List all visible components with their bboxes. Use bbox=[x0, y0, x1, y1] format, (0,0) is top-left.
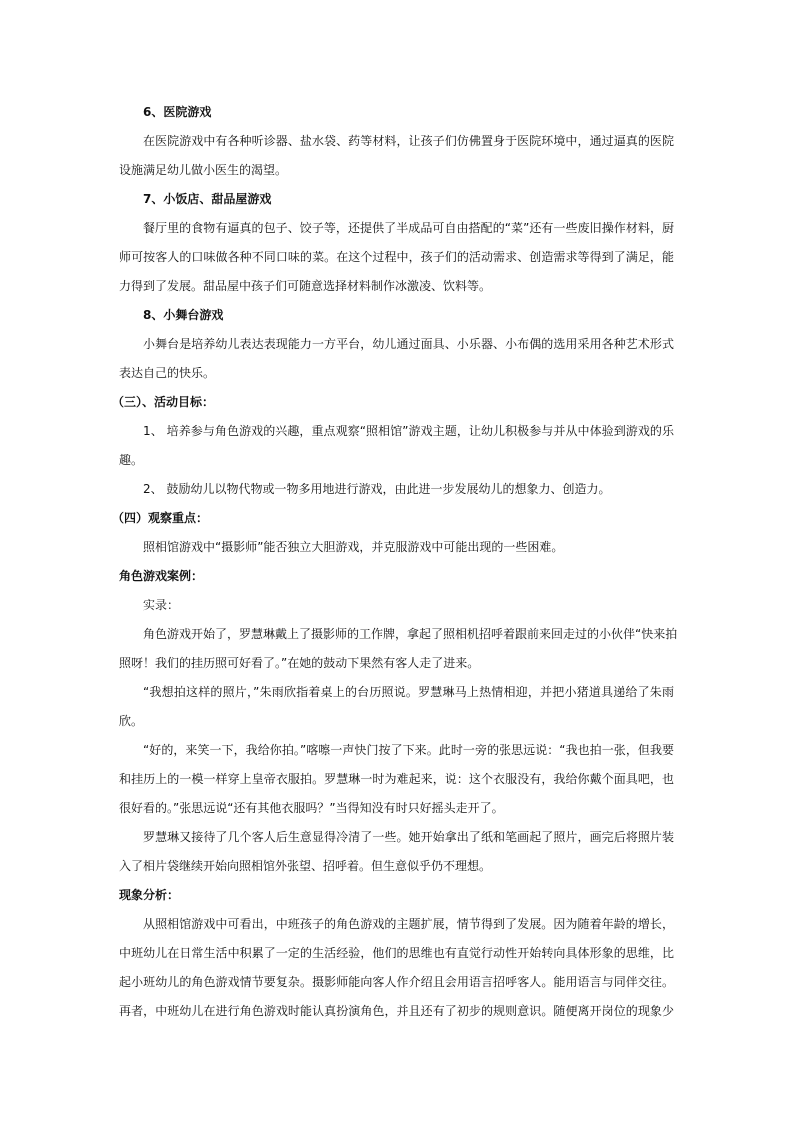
paragraph-line: “好的，来笑一下，我给你拍。”喀嚓一声快门按了下来。此时一旁的张思远说：“我也拍一张，但我要 bbox=[143, 743, 674, 757]
heading-phenomenon-analysis: 现象分析： bbox=[119, 888, 180, 902]
heading-case-study: 角色游戏案例： bbox=[119, 569, 204, 583]
paragraph-line: 照呀！我们的挂历照可好看了。”在她的鼓动下果然有客人走了进来。 bbox=[119, 656, 480, 670]
paragraph-line: 角色游戏开始了，罗慧琳戴上了摄影师的工作牌，拿起了照相机招呼着跟前来回走过的小伙伴“快来拍 bbox=[143, 627, 678, 641]
paragraph-line: 师可按客人的口味做各种不同口味的菜。在这个过程中，孩子们的活动需求、创造需求等得到了满足，能 bbox=[119, 250, 674, 264]
paragraph-line: 入了相片袋继续开始向照相馆外张望、招呼着。但生意似乎仍不理想。 bbox=[119, 859, 492, 873]
paragraph-line: 在医院游戏中有各种听诊器、盐水袋、药等材料，让孩子们仿佛置身于医院环境中，通过逼真的医院 bbox=[143, 134, 674, 148]
paragraph-line: 2、 鼓励幼儿以物代物或一物多用地进行游戏，由此进一步发展幼儿的想象力、创造力。 bbox=[143, 482, 611, 496]
paragraph-line: 表达自己的快乐。 bbox=[119, 366, 216, 380]
paragraph-line: 和挂历上的一模一样穿上皇帝衣服拍。罗慧琳一时为难起来，说：这个衣服没有，我给你戴个面具吧，也 bbox=[119, 772, 674, 786]
heading-observation-focus: （四）观察重点： bbox=[112, 511, 209, 525]
paragraph-line: “我想拍这样的照片，”朱雨欣指着桌上的台历照说。罗慧琳马上热情相迎，并把小猪道具递给了朱雨 bbox=[143, 685, 674, 699]
heading-stage-game: 8、小舞台游戏 bbox=[143, 308, 224, 322]
heading-activity-goals: （三）、活动目标： bbox=[112, 395, 215, 409]
paragraph-line: 很好看的。”张思远说“还有其他衣服吗？”当得知没有时只好摇头走开了。 bbox=[119, 801, 504, 815]
paragraph-line: 小舞台是培养幼儿表达表现能力一方平台，幼儿通过面具、小乐器、小布偶的选用采用各种艺术形式 bbox=[143, 337, 674, 351]
paragraph-line: 照相馆游戏中“摄影师”能否独立大胆游戏，并克服游戏中可能出现的一些困难。 bbox=[143, 540, 564, 554]
paragraph-line: 设施满足幼儿做小医生的渴望。 bbox=[119, 163, 288, 177]
paragraph-line: 中班幼儿在日常生活中积累了一定的生活经验，他们的思维也有直觉行动性开始转向具体形象的思维，比 bbox=[119, 946, 674, 960]
paragraph-line: 再者，中班幼儿在进行角色游戏时能认真扮演角色，并且还有了初步的规则意识。随便离开岗位的现象少 bbox=[119, 1004, 674, 1018]
paragraph-line: 起小班幼儿的角色游戏情节要复杂。摄影师能向客人作介绍且会用语言招呼客人。能用语言与同伴交往。 bbox=[119, 975, 674, 989]
paragraph-line: 趣。 bbox=[119, 453, 144, 467]
paragraph-line: 1、 培养参与角色游戏的兴趣，重点观察“照相馆”游戏主题，让幼儿积极参与并从中体验到游戏的乐 bbox=[143, 424, 674, 438]
paragraph-line: 从照相馆游戏中可看出，中班孩子的角色游戏的主题扩展，情节得到了发展。因为随着年龄的增长， bbox=[143, 917, 674, 931]
paragraph-line: 实录： bbox=[143, 598, 180, 612]
paragraph-line: 欣。 bbox=[119, 714, 144, 728]
heading-hospital-game: 6、医院游戏 bbox=[143, 105, 212, 119]
paragraph-line: 餐厅里的食物有逼真的包子、饺子等，还提供了半成品可自由搭配的“菜”还有一些废旧操作材料，厨 bbox=[143, 221, 674, 235]
paragraph-line: 罗慧琳又接待了几个客人后生意显得冷清了一些。她开始拿出了纸和笔画起了照片，画完后将照片装 bbox=[143, 830, 674, 844]
paragraph-line: 力得到了发展。甜品屋中孩子们可随意选择材料制作冰激凌、饮料等。 bbox=[119, 279, 492, 293]
heading-restaurant-game: 7、小饭店、甜品屋游戏 bbox=[143, 192, 272, 206]
